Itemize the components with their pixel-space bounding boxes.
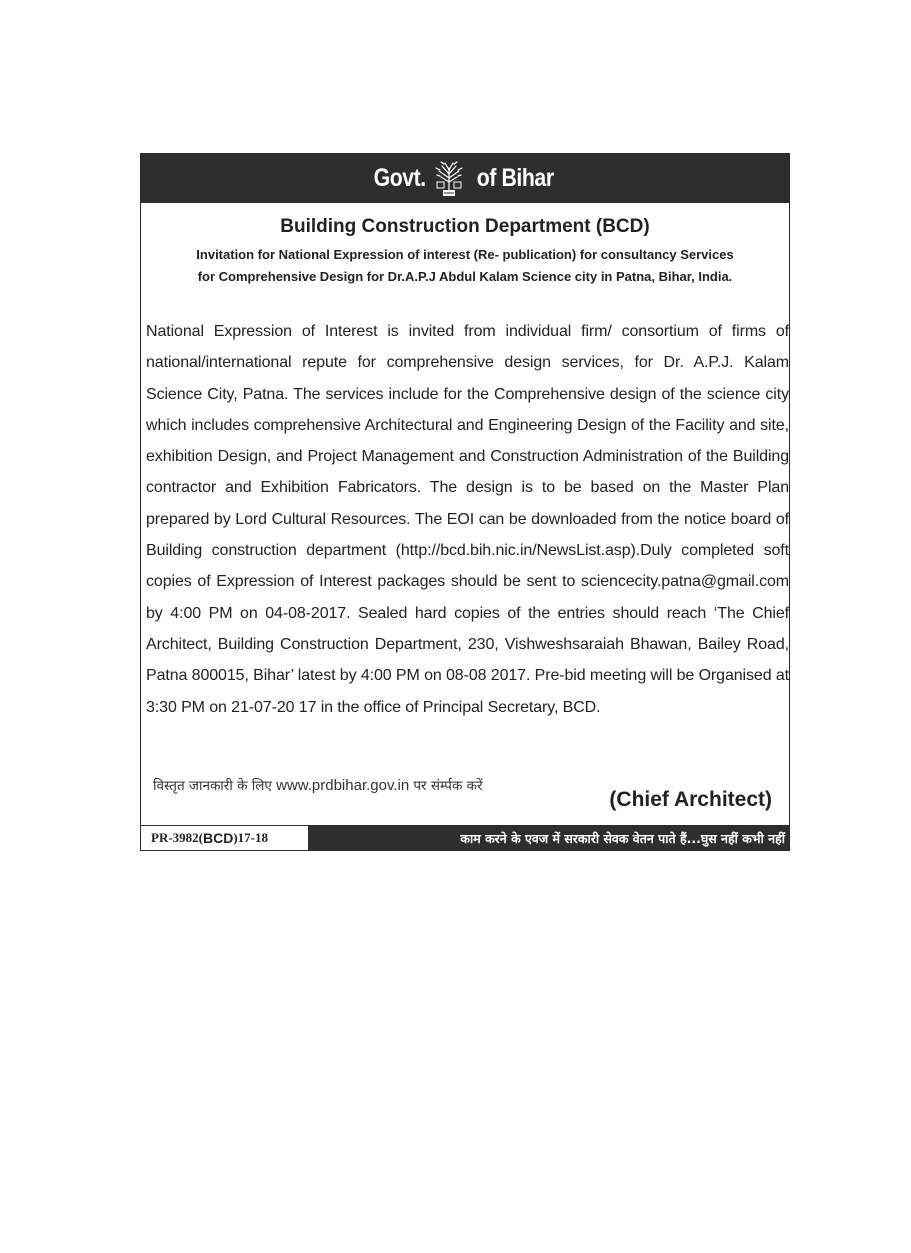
more-info-line — [153, 776, 483, 794]
tender-notice — [140, 153, 790, 851]
notice-subtitle — [141, 244, 789, 288]
bihar-state-emblem-icon — [434, 160, 464, 198]
pr-dept: BCD — [203, 830, 234, 846]
info-prefix: विस्तृत जानकारी के लिए — [153, 778, 272, 794]
pr-prefix: PR-3982( — [151, 830, 203, 845]
info-suffix: पर संर्म्पक करें — [413, 778, 483, 794]
subtitle-line-1: Invitation for National Expression of interest (Re- publication) for consultancy Services — [196, 247, 734, 262]
footer-slogan: काम करने के एवज में सरकारी सेवक वेतन पाते हैं...घुस नहीं कभी नहीं — [308, 826, 789, 850]
header-bihar-text: of Bihar — [477, 164, 555, 192]
header-govt-text: Govt. — [373, 164, 426, 192]
pr-number — [141, 826, 308, 850]
department-title: Building Construction Department (BCD) — [280, 216, 650, 237]
subtitle-line-2: for Comprehensive Design for Dr.A.P.J Abdul Kalam Science city in Patna, Bihar, India. — [197, 269, 733, 284]
pr-suffix: )17-18 — [233, 830, 269, 845]
notice-body-text: National Expression of Interest is invited from individual firm/ consortium of firms of national/international repute for comprehensive design services, for Dr. A.P.J. Kalam Science City, Patna. The services include for the Comprehensive design of the science city which includes comprehensive Architectural and Engineering Design of the Facility and site, exhibition Design, and Project Management and Construction Administration of the Building contractor and Exhibition Fabricators. The design is to be based on the Master Plan prepared by Lord Cultural Resources. The EOI can be downloaded from the notice board of Building construction department (http://bcd.bih.nic.in/NewsList.asp).Duly completed soft copies of Expression of Interest packages should be sent to sciencecity.patna@gmail.com by 4:00 PM on 04-08-2017. Sealed hard copies of the entries should reach ‘The Chief Architect, Building Construction Department, 230, Vishweshsaraiah Bhawan, Bailey Road, Patna 800015, Bihar’ latest by 4:00 PM on 08-08 2017. Pre-bid meeting will be Organised at 3:30 PM on 21-07-20 17 in the office of Principal Secretary, BCD. — [146, 323, 789, 716]
info-website-link[interactable]: www.prdbihar.gov.in — [276, 777, 410, 794]
govt-header-bar — [141, 154, 789, 203]
signatory: (Chief Architect) — [609, 788, 772, 811]
notice-footer — [141, 825, 789, 850]
